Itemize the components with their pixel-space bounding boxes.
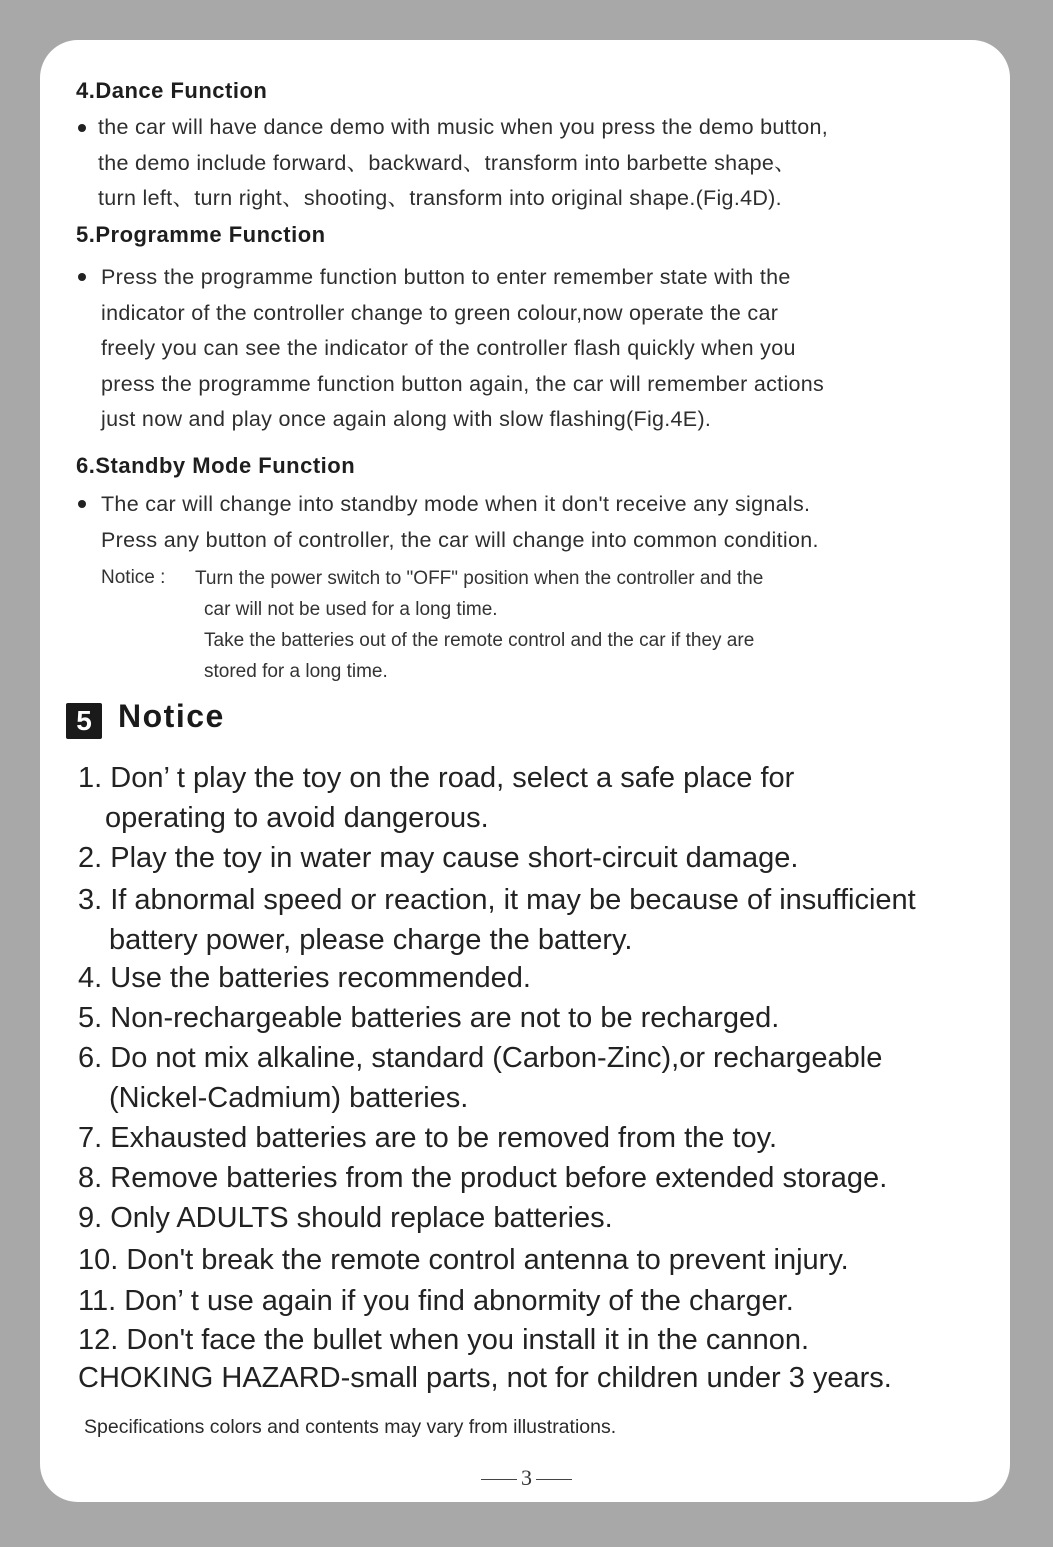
- text-line: Press any button of controller, the car will change into common condition.: [101, 527, 819, 552]
- bullet-icon: [78, 124, 86, 132]
- list-item: [78, 1038, 882, 1118]
- notice-text: [195, 563, 935, 687]
- list-item: [78, 880, 916, 960]
- text-line: stored for a long time.: [204, 661, 388, 682]
- item-number: 7.: [78, 1122, 103, 1154]
- list-item: [78, 1240, 849, 1280]
- item-text: Remove batteries from the product before extended storage.: [110, 1162, 888, 1194]
- text-line: press the programme function button again, the car will remember actions: [101, 371, 825, 396]
- item-text: Play the toy in water may cause short-circuit damage.: [110, 842, 799, 874]
- item-number: 10.: [78, 1244, 119, 1276]
- specifications-disclaimer: Specifications colors and contents may vary from illustrations.: [84, 1416, 617, 1438]
- text-line: just now and play once again along with slow flashing(Fig.4E).: [101, 407, 712, 431]
- standby-function-text: [101, 487, 819, 558]
- item-text: Don’ t play the toy on the road, select a safe place for: [110, 762, 795, 794]
- text-line: the car will have dance demo with music when you press the demo button,: [98, 115, 828, 139]
- item-number: 8.: [78, 1162, 103, 1194]
- text-line: Press the programme function button to enter remember state with the: [101, 265, 791, 289]
- text-line: the demo include forward、backward、transform into barbette shape、: [98, 150, 796, 175]
- item-text: If abnormal speed or reaction, it may be because of insufficient: [110, 884, 916, 916]
- page-number: 3: [521, 1465, 532, 1490]
- item-number: 1.: [78, 762, 103, 794]
- programme-function-heading: 5.Programme Function: [76, 222, 326, 247]
- item-text: Don’ t use again if you find abnormity of the charger.: [124, 1285, 794, 1317]
- list-item: [78, 1158, 887, 1198]
- item-text-cont: battery power, please charge the battery.: [109, 924, 633, 956]
- item-text: Do not mix alkaline, standard (Carbon-Zinc),or rechargeable: [110, 1042, 883, 1074]
- dance-function-heading: 4.Dance Function: [76, 78, 268, 103]
- section-number-badge: 5: [66, 703, 102, 739]
- item-text: Don't face the bullet when you install it in the cannon.: [126, 1324, 810, 1356]
- list-item: [78, 998, 779, 1038]
- item-number: 5.: [78, 1002, 103, 1034]
- list-item: [78, 838, 799, 878]
- item-number: 11.: [78, 1285, 117, 1317]
- page-footer: [0, 1465, 1053, 1491]
- list-item: [78, 1118, 777, 1158]
- item-text: Exhausted batteries are to be removed from the toy.: [110, 1122, 778, 1154]
- notice-label: Notice :: [101, 567, 166, 588]
- text-line: car will not be used for a long time.: [204, 599, 498, 620]
- list-item: [78, 958, 531, 998]
- footer-rule: [481, 1479, 517, 1480]
- text-line: The car will change into standby mode when it don't receive any signals.: [101, 492, 811, 516]
- text-line: indicator of the controller change to green colour,now operate the car: [101, 300, 779, 325]
- item-text: Don't break the remote control antenna to prevent injury.: [126, 1244, 849, 1276]
- bullet-icon: [78, 273, 86, 281]
- text-line: freely you can see the indicator of the controller flash quickly when you: [101, 336, 796, 360]
- text-line: Take the batteries out of the remote control and the car if they are: [204, 630, 755, 651]
- list-item: [78, 1281, 794, 1321]
- item-text-cont: operating to avoid dangerous.: [105, 802, 489, 834]
- section-title: Notice: [118, 698, 225, 734]
- text-line: turn left、turn right、shooting、transform into original shape.(Fig.4D).: [98, 186, 782, 210]
- item-text: Use the batteries recommended.: [110, 962, 531, 994]
- text-line: Turn the power switch to "OFF" position when the controller and the: [195, 568, 764, 589]
- item-number: 9.: [78, 1202, 103, 1234]
- choking-hazard-warning: CHOKING HAZARD-small parts, not for children under 3 years.: [78, 1362, 892, 1394]
- footer-rule: [536, 1479, 572, 1480]
- item-number: 3.: [78, 884, 103, 916]
- item-number: 6.: [78, 1042, 103, 1074]
- item-number: 4.: [78, 962, 103, 994]
- bullet-icon: [78, 500, 86, 508]
- item-text: Only ADULTS should replace batteries.: [110, 1202, 613, 1234]
- item-text-cont: (Nickel-Cadmium) batteries.: [109, 1082, 469, 1114]
- list-item: [78, 1198, 613, 1238]
- item-number: 12.: [78, 1324, 119, 1356]
- programme-function-text: [101, 260, 824, 438]
- list-item: [78, 1320, 809, 1360]
- item-text: Non-rechargeable batteries are not to be recharged.: [110, 1002, 780, 1034]
- standby-function-heading: 6.Standby Mode Function: [76, 453, 356, 478]
- dance-function-text: [98, 110, 828, 217]
- item-number: 2.: [78, 842, 103, 874]
- list-item: [78, 758, 794, 838]
